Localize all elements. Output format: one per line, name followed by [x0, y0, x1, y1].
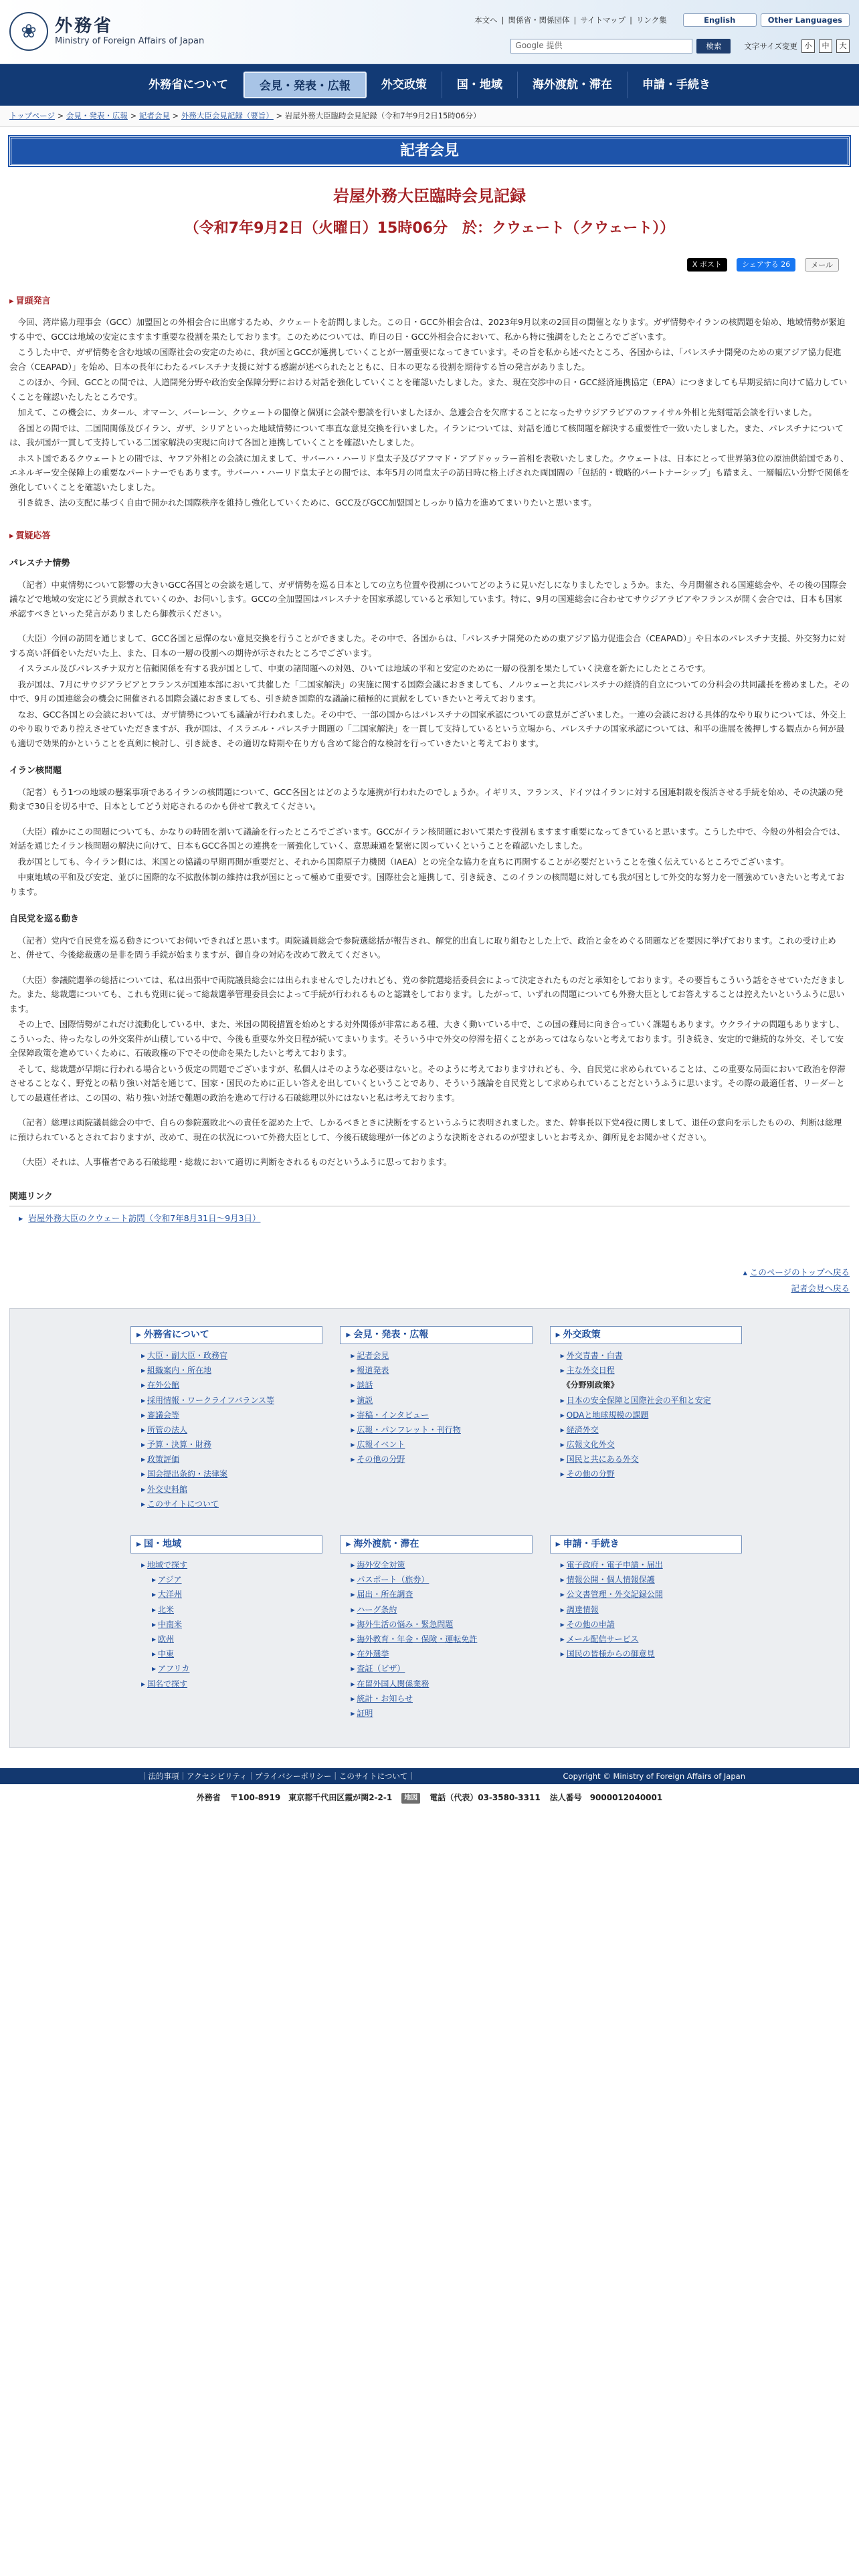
paragraph: （大臣）今回の訪問を通じまして、GCC各国と忌憚のない意見交換を行うことができました。その中で、各国からは、「パレスチナ開発のための東アジア協力促進会合（CEAPAD）」や日本のパレスチナ支援、外交努力に対する高い評価をいただいた上、また、日本の一層の役割への期待が示されたところでございます。	[9, 633, 846, 658]
copyright: Copyright © Ministry of Foreign Affairs of Japan	[563, 1771, 745, 1781]
sitemap-link[interactable]: 採用情報・ワークライフバランス等	[147, 1395, 274, 1405]
logo-japanese: 外務省	[55, 15, 114, 36]
sitemap-link[interactable]: 海外安全対策	[357, 1560, 405, 1570]
sitemap-row	[130, 1535, 742, 1721]
paragraph: ホスト国であるクウェートとの間では、ヤフア外相との会談に加えまして、サバーハ・ハーリド皇太子及びアフマド・アブドゥッラー首相を表敬いたしました。クウェートは、日本にとって世界第3位の原油供給国であり、エネルギー安全保障上の重要なパートナーでもあります。サバーハ・ハーリド皇太子との間では、本年5月の同皇太子の訪日時に格上げされた両国間の「包括的・戦略的パートナーシップ」も踏まえ、一層幅広い分野で関係を強化していくことを確認いたしました。	[9, 453, 850, 492]
paulownia-emblem-icon: ❀	[9, 12, 48, 51]
sitemap-column	[550, 1535, 742, 1721]
search-button[interactable]: 検索	[696, 39, 731, 53]
nav-travel[interactable]: 海外渡航・滞在	[518, 72, 628, 98]
sitemap-link[interactable]: 中南米	[158, 1619, 183, 1629]
sitemap-list	[550, 1553, 742, 1661]
sitemap-link[interactable]: 在外公館	[147, 1380, 180, 1390]
sitemap-link[interactable]: ハーグ条約	[357, 1604, 397, 1614]
utility-links: 本文へ | 関係省・関係団体 | サイトマップ | リンク集 English Other Languages	[474, 13, 850, 27]
sitemap-link[interactable]: 寄稿・インタビュー	[357, 1410, 429, 1420]
sitemap-heading[interactable]: ▸ 申請・手続き	[550, 1535, 742, 1553]
sitemap-link[interactable]: アフリカ	[158, 1664, 190, 1674]
qa-block	[9, 934, 850, 962]
sitemap-link[interactable]: 査証（ビザ）	[357, 1664, 405, 1674]
qa-block	[9, 631, 850, 750]
sitemap-group-label: 《分野別政策》	[562, 1380, 619, 1390]
sitemap-column	[130, 1535, 322, 1721]
sitemap-list	[130, 1344, 322, 1511]
footer-phone: 電話（代表）03-3580-3311	[430, 1793, 541, 1803]
qa-block	[9, 825, 850, 899]
article-headline	[0, 183, 859, 241]
nav-procedures[interactable]: 申請・手続き	[642, 78, 710, 92]
paragraph: なお、GCC各国との会談においては、ガザ情勢についても議論が行われました。その中で、一部の国からはパレスチナの国家承認についての意見がございました。一連の会談における具体的なやり取りについては、外交上のやり取りであり控えさせていただきますが、我が国は、イスラエル・パレスチナ問題の「二国家解決」を一貫して支持しているという立場から、パレスチナの国家承認については、和平の進展を後押しする観点から何が最も適切で効果的かということを真剣に検討し、引き続き、その適切な時期や在り方も含めて総合的な検討を行っていきたいと考えております。	[9, 709, 846, 748]
page-title: 記者会見	[9, 136, 850, 166]
util-sitemap-link[interactable]: サイトマップ	[580, 15, 626, 25]
global-nav	[0, 64, 859, 106]
sitemap-link[interactable]: 日本の安全保障と国際社会の平和と安定	[566, 1395, 711, 1405]
sitemap-link[interactable]: 国会提出条約・法律案	[147, 1469, 228, 1479]
qa-block	[9, 785, 850, 814]
sitemap-heading[interactable]: ▸ 海外渡航・滞在	[340, 1535, 532, 1553]
nav-policy[interactable]: 外交政策	[367, 72, 442, 98]
sitemap-link[interactable]: 統計・お知らせ	[357, 1693, 413, 1703]
mail-button[interactable]: メール	[805, 258, 839, 272]
sitemap-link[interactable]: パスポート（旅券）	[357, 1575, 430, 1585]
sitemap-link[interactable]: 広報文化外交	[566, 1440, 615, 1450]
paragraph: （大臣）それは、人事権者である石破総理・総裁において適切に判断をされるものだというふうに思っております。	[17, 1157, 452, 1168]
sitemap-heading[interactable]: ▸ 会見・発表・広報	[340, 1326, 532, 1344]
back-to-conference-link[interactable]: 記者会見へ戻る	[791, 1283, 850, 1294]
share-buttons	[0, 241, 859, 278]
sitemap-link[interactable]: その他の申請	[566, 1619, 615, 1629]
sitemap-link[interactable]: 主な外交日程	[566, 1366, 615, 1376]
breadcrumb: トップページ > 会見・発表・広報 > 記者会見 > 外務大臣会見記録（要旨） > 岩屋外務大臣臨時会見記録（令和7年9月2日15時06分）	[0, 106, 859, 127]
paragraph: 我が国としても、今イラン側には、米国との協議の早期再開が重要だと、それから国際原子力機関（IAEA）との完全な協力を直ちに再開することが必要だということを強く伝えているところでございます。	[17, 856, 789, 867]
sitemap-link[interactable]: 情報公開・個人情報保護	[566, 1575, 655, 1585]
related-link-item	[19, 1212, 850, 1226]
paragraph: （記者）中東情勢について影響の大きいGCC各国との会談を通して、ガザ情勢を巡る日本としての立ち位置や役割についてどのように見いだしになりましたでしょうか。また、今月開催される国連総会や、その後の国際会議などで地域の安定にどう貢献されていくのか、お伺いします。GCCの全加盟国はパレスチナを国家承認していると承知しています。特に、9月の国連総会に合わせてサウジアラビアやフランスが開く会合では、日本も国家承認すべきといった発言がありましたら御教示ください。	[9, 579, 847, 619]
footer-links[interactable]: ｜法的事項｜アクセシビリティ｜プライバシーポリシー｜このサイトについて｜	[140, 1771, 415, 1781]
qa-block	[9, 578, 850, 621]
sitemap-link[interactable]: 談話	[357, 1380, 373, 1390]
paragraph: 今回、湾岸協力理事会（GCC）加盟国との外相会合に出席するため、クウェートを訪問しました。この日・GCC外相会合は、2023年9月以来の2回目の開催となります。ガザ情勢やイランの核問題を始め、地域情勢が緊迫する中で、GCCは地域の安定にますます重要な役割を果たしております。このためについては、昨日の日・GCC外相会合において、私から特に強調をしたところでございます。	[9, 317, 846, 342]
sitemap-link[interactable]: 海外教育・年金・保険・運転免許	[357, 1634, 478, 1644]
sitemap-list	[340, 1344, 532, 1467]
article-body	[0, 278, 859, 1226]
font-size-label: 文字サイズ変更	[744, 41, 797, 51]
sitemap-link[interactable]: 経済外交	[566, 1424, 599, 1434]
sitemap-link[interactable]: 審議会等	[147, 1410, 180, 1420]
paragraph: 中東地域の平和及び安定、並びに国際的な不拡散体制の維持は我が国にとって極めて重要です。国際社会と連携して、引き続き、このイランの核問題に対しても我が国として外交的な努力を一層強めていきたいと考えております。	[9, 872, 845, 897]
footer-postal: 〒100-8919 東京都千代田区霞が関2-2-1	[229, 1793, 393, 1803]
util-skip-link[interactable]: 本文へ	[474, 15, 498, 25]
footer-corp-number: 法人番号 9000012040001	[549, 1793, 663, 1803]
headline-date: （令和7年9月2日（火曜日）15時06分 於：クウェート（クウェート））	[184, 219, 675, 237]
paragraph: そして、総裁選が早期に行われる場合という仮定の問題でございますが、私個人はそのような必要はないと。そのように考えておりますけれども、今、自民党に求められていることは、この重要な局面において政治を停滞させることなく、野党との粘り強い対話を通じて、国家・国民のために正しい答えを出していくということであり、そういう議論を自民党として求められていることだというふうに思います。その際の最適任者、リーダーとしての最適任者は、この国の、粘り強い対話で難題の政治を進めて行ける石破総理以外にはないと私は考えております。	[9, 1063, 846, 1103]
breadcrumb-press[interactable]: 会見・発表・広報	[66, 111, 128, 120]
english-button[interactable]: English	[683, 13, 757, 27]
paragraph: （記者）党内で自民党を巡る動きについてお伺いできればと思います。両院議員総会で参院選総括が報告され、解党的出直しに取り組むとした上で、政治と金をめぐる問題などを要因に挙げております。これの受け止めと、併せて、今後総裁選の是非を問う手続が始まりますが、御自身の対応を改めて教えてください。	[9, 935, 836, 960]
breadcrumb-current: 岩屋外務大臣臨時会見記録（令和7年9月2日15時06分）	[284, 111, 481, 120]
breadcrumb-minister-records[interactable]: 外務大臣会見記録（要旨）	[181, 111, 274, 120]
topic-heading: 自民党を巡る動き	[9, 914, 80, 925]
footer-org: 外務省	[196, 1793, 221, 1803]
sitemap-list	[130, 1553, 322, 1691]
nav-press[interactable]: 会見・発表・広報	[244, 72, 367, 98]
paragraph: 引き続き、法の支配に基づく自由で開かれた国際秩序を維持し強化していくために、GCC及びGCC加盟国としっかり協力を進めてまいりたいと思います。	[17, 498, 597, 508]
font-size-large-button[interactable]: 大	[836, 39, 850, 53]
nav-about[interactable]: 外務省について	[134, 72, 244, 98]
sitemap-column	[130, 1326, 322, 1511]
sitemap-column	[340, 1535, 532, 1721]
paragraph: （記者）もう1つの地域の懸案事項であるイランの核問題について、GCC各国とはどのような連携が行われたのでしょうか。イギリス、フランス、ドイツはイランに対する国連制裁を復活させる手続を始め、その決議の発動まで30日を切る中で、日本としてどう対応されるのかも併せて教えてください。	[9, 786, 844, 812]
sitemap-link[interactable]: 国民の皆様からの御意見	[566, 1649, 655, 1659]
nav-regions[interactable]: 国・地域	[442, 72, 518, 98]
x-post-button[interactable]: X ポスト	[687, 258, 727, 272]
sitemap-link[interactable]: 大洋州	[158, 1590, 183, 1600]
site-header	[0, 0, 859, 64]
sitemap-link[interactable]: その他の分野	[566, 1469, 615, 1479]
paragraph: 各国との間では、二国間関係及びイラン、ガザ、シリアといった地域情勢について率直な意見交換を行いました。イランについては、対話を通じて核問題を解決する重要性で一致いたしました。また、パレスチナについては、我が国が一貫して支持している二国家解決の実現に向けて各国と連携していくことを確認いたしました。	[9, 423, 844, 448]
paragraph: こうした中で、ガザ情勢を含む地域の国際社会の安定のために、我が国とGCCが連携していくことが一層重要になってきています。その旨を私から述べたところ、各国からは、「パレスチナ開発のための東アジア協力促進会合（CEAPAD）」を始め、日本の長年にわたるパレスチナ支援に対する感謝が述べられたとともに、日本の更なる役割を期待する旨の発言がありました。	[9, 347, 842, 372]
sitemap-link[interactable]: 組織案内・所在地	[147, 1366, 212, 1376]
sitemap-link[interactable]: 電子政府・電子申請・届出	[566, 1560, 663, 1570]
paragraph: 我が国は、7月にサウジアラビアとフランスが国連本部において共催した「二国家解決」の実施に関する国際会議におきましても、ノルウェーと共にパレスチナの経済的自立についての分科会の共同議長を務めました。その中で、9月の国連総会の機会に開催される国際会議におきましても、引き続き国際的な議論に積極的に貢献をしていきたいと考えております。	[9, 679, 850, 704]
back-to-top-link[interactable]: このページのトップへ戻る	[749, 1267, 850, 1277]
sitemap-link[interactable]: 在留外国人関係業務	[357, 1679, 430, 1689]
logo-english: Ministry of Foreign Affairs of Japan	[55, 35, 205, 46]
topic-heading: パレスチナ情勢	[9, 558, 70, 569]
paragraph: 加えて、この機会に、カタール、オマーン、バーレーン、クウェートの閣僚と個別に会談や懇談を行いましたほか、急遽会合を欠席することになったサウジアラビアのファイサル外相と先刻電話会談を行いました。	[17, 407, 817, 418]
other-languages-button[interactable]: Other Languages	[761, 13, 850, 27]
map-button[interactable]: 地図	[401, 1793, 420, 1804]
paragraph: （記者）総理は両院議員総会の中で、自らの参院選敗北への責任を認めた上で、しかるべきときに決断をするというふうに表明されました。また、幹事長以下党4役に関しまして、退任の意向を示したものの、判断は総理に預けられているとされておりますが、改めて、現在の状況について外務大臣として、今後石破総理が一体どのような決断をされるのが望ましいとお考えか、御所見をお聞かせください。	[9, 1117, 842, 1142]
sitemap-link[interactable]: 欧州	[158, 1634, 175, 1644]
paragraph: （大臣）確かにこの問題についても、かなりの時間を割いて議論を行ったところでございます。GCCがイラン核問題において果たす役割もますます重要になってきていると思います。こうした中で、今般の外相会合では、対話を通じたイラン核問題の解決に向けて、日本もGCC各国との連携を一層強化していく、意思疎通を緊密に図っていくということを確認いたしました。	[9, 826, 846, 851]
sitemap-list	[340, 1553, 532, 1721]
sitemap-link[interactable]: 政策評価	[147, 1455, 180, 1465]
sitemap-link[interactable]: 調達情報	[566, 1604, 599, 1614]
util-links-link[interactable]: リンク集	[636, 15, 667, 25]
sitemap-link[interactable]: 国名で探す	[147, 1679, 188, 1689]
related-link[interactable]: 岩屋外務大臣のクウェート訪問（令和7年8月31日〜9月3日）	[28, 1212, 261, 1223]
sitemap-link[interactable]: 在外選挙	[357, 1649, 389, 1659]
sitemap-link[interactable]: 中東	[158, 1649, 175, 1659]
sitemap-link[interactable]: メール配信サービス	[566, 1634, 639, 1644]
page-links: ▴ このページのトップへ戻る 記者会見へ戻る	[743, 1267, 850, 1294]
sitemap-link[interactable]: 大臣・副大臣・政務官	[147, 1350, 228, 1360]
sitemap-link[interactable]: 地域で探す	[147, 1560, 188, 1570]
sitemap-column	[550, 1326, 742, 1511]
paragraph: イスラエル及びパレスチナ双方と信頼関係を有する我が国として、中東の諸問題への対処、ひいては地域の平和と安定のために一層の役割を果たしていく決意を新たにしたところです。	[17, 663, 710, 674]
sitemap-link[interactable]: 記者会見	[357, 1350, 389, 1360]
util-related-link[interactable]: 関係省・関係団体	[508, 15, 570, 25]
sitemap-column	[340, 1326, 532, 1511]
sitemap-link[interactable]: その他の分野	[357, 1455, 405, 1465]
sitemap-heading[interactable]: ▸ 国・地域	[130, 1535, 322, 1553]
headline-title: 岩屋外務大臣臨時会見記録	[333, 186, 526, 205]
sitemap-link[interactable]: ODAと地球規模の課題	[566, 1410, 649, 1420]
opening-heading: ▸ 冒頭発言	[9, 294, 850, 308]
qa-block	[9, 973, 850, 1105]
sitemap-list	[550, 1344, 742, 1482]
paragraph: このほか、今回、GCCとの間では、人道開発分野や政治安全保障分野における対話を強化していくことを確認いたしました。また、現在交渉中の日・GCC経済連携協定（EPA）につきましても早期妥結に向けて協力していくことを確認いたしたところです。	[9, 377, 848, 402]
font-size-small-button[interactable]: 小	[801, 39, 815, 53]
sitemap-link[interactable]: アジア	[158, 1575, 182, 1585]
site-logo[interactable]	[9, 12, 204, 51]
sitemap-link[interactable]: 演説	[357, 1395, 373, 1405]
sitemap-row	[130, 1326, 742, 1511]
sitemap-link[interactable]: 報道発表	[357, 1366, 389, 1376]
font-size-medium-button[interactable]: 中	[819, 39, 832, 53]
breadcrumb-conference[interactable]: 記者会見	[138, 111, 170, 120]
sitemap-link[interactable]: 届出・所在調査	[357, 1590, 413, 1600]
search-area	[510, 39, 850, 53]
sitemap-link[interactable]: 外交青書・白書	[566, 1350, 623, 1360]
sitemap-link[interactable]: 広報・パンフレット・刊行物	[357, 1424, 461, 1434]
qa-heading: ▸ 質疑応答	[9, 529, 850, 543]
footer-sitemap	[9, 1308, 850, 1748]
sitemap-link[interactable]: 国民と共にある外交	[566, 1455, 639, 1465]
paragraph: その上で、国際情勢がこれだけ流動化している中、また、米国の関税措置を始めとする対外関係が非常にある種、大きく動いている中で、この国の難局に向き合っていく課題もあります。ウクライナの問題もありますし、こういった、待ったなしの外交案件が山積している中で、今後も重要な外交日程が続いてまいります。そういう中で外交の停滞を招くことがあってはならないと考えております。引き続き、安定的で継続的な外交、そして安全保障政策を進めていくために、石破政権の下でその使命を果たしたいと考えております。	[9, 1019, 845, 1059]
breadcrumb-top[interactable]: トップページ	[9, 111, 55, 120]
sitemap-link[interactable]: 所管の法人	[147, 1424, 188, 1434]
sitemap-link[interactable]: 予算・決算・財務	[147, 1440, 212, 1450]
qa-block	[9, 1115, 850, 1144]
topic-heading: イラン核問題	[9, 766, 62, 776]
paragraph: （大臣）参議院選挙の総括については、私は出張中で両院議員総会には出られませんでしたけれども、党の参院選総括委員会によって決定されたものだと承知をしております。その要旨もこういう話をさせていただきました。また、総裁選についても、これも党則に従って総裁選挙管理委員会によって手続が行われるものと認識をしております。したがって、いずれの問題についても外務大臣としてお答えすることは控えたいというふうに思います。	[9, 974, 845, 1014]
search-input[interactable]: Google 提供	[510, 39, 692, 53]
qa-block	[9, 1155, 850, 1170]
footer-address	[0, 1784, 859, 1812]
sitemap-link[interactable]: 証明	[357, 1708, 373, 1718]
sitemap-link[interactable]: 北米	[158, 1604, 175, 1614]
sitemap-link[interactable]: 広報イベント	[357, 1440, 405, 1450]
footer-bar	[0, 1768, 859, 1784]
facebook-share-button[interactable]: シェアする 26	[737, 258, 795, 272]
sitemap-link[interactable]: 外交史料館	[147, 1484, 188, 1494]
sitemap-link[interactable]: 公文書管理・外交記録公開	[566, 1590, 663, 1600]
related-links-heading: 関連リンク	[9, 1190, 850, 1206]
sitemap-heading[interactable]: ▸ 外務省について	[130, 1326, 322, 1344]
sitemap-link[interactable]: このサイトについて	[147, 1499, 219, 1509]
sitemap-link[interactable]: 海外生活の悩み・緊急問題	[357, 1619, 454, 1629]
sitemap-heading[interactable]: ▸ 外交政策	[550, 1326, 742, 1344]
opening-statement	[9, 315, 850, 510]
